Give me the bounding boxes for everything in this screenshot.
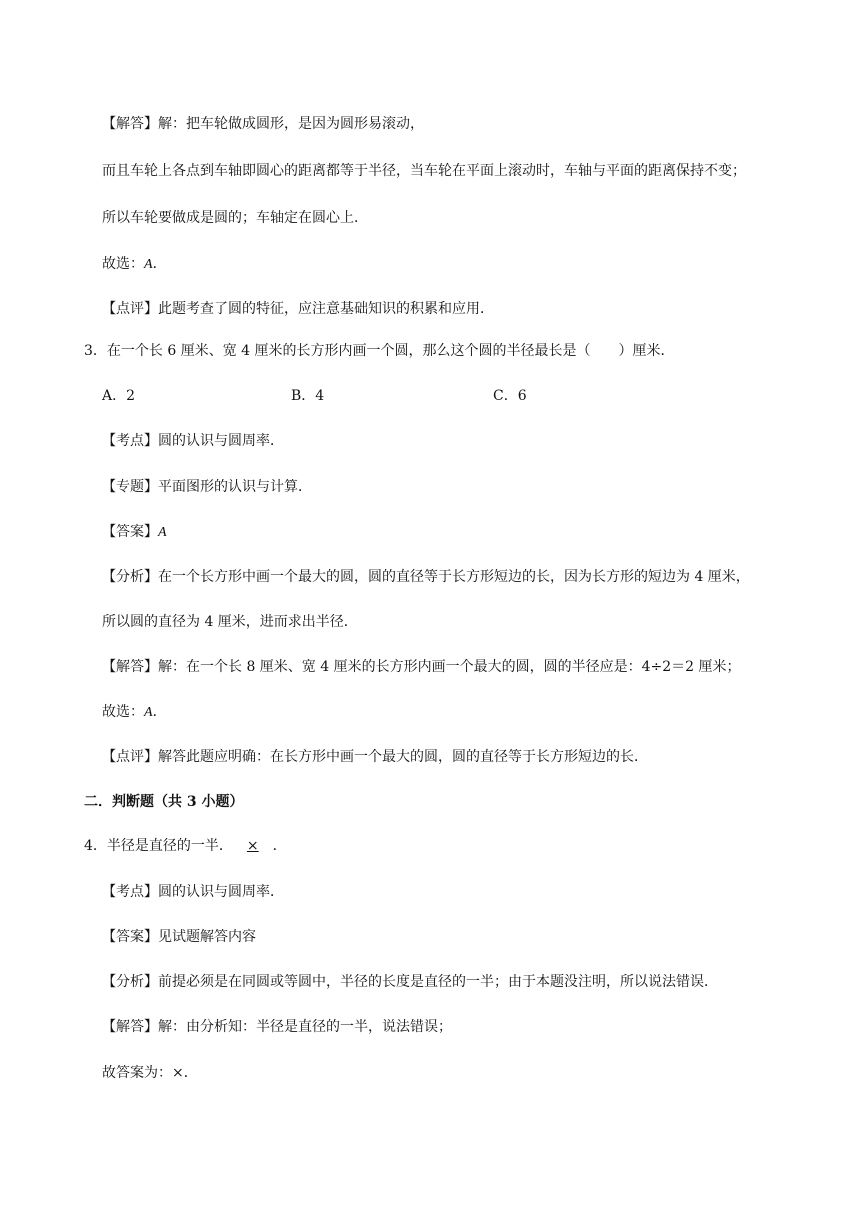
option-c: C．6 [493, 388, 527, 404]
comment-text: 【点评】解答此题应明确：在长方形中画一个最大的圆，圆的直径等于长方形短边的长． [102, 749, 648, 765]
knowledge-point: 【考点】圆的认识与圆周率． [102, 433, 284, 449]
solution-text: 【解答】解：由分析知：半径是直径的一半，说法错误； [102, 1019, 452, 1035]
comment-text: 【点评】此题考查了圆的特征，应注意基础知识的积累和应用． [102, 301, 494, 317]
option-a: A．2 [102, 388, 136, 404]
section-heading: 二．判断题（共 3 小题） [84, 794, 244, 810]
solution-text: 【解答】解：把车轮做成圆形，是因为圆形易滚动， [102, 116, 424, 132]
answer-line [102, 522, 167, 543]
option-b: B．4 [291, 388, 325, 404]
solution-text: 而且车轮上各点到车轴即圆心的距离都等于半径，当车轮在平面上滚动时，车轴与平面的距离保持不变； [102, 163, 746, 179]
question-3: 3．在一个长 6 厘米、宽 4 厘米的长方形内画一个圆，那么这个圆的半径最长是（ ）厘米． [84, 343, 675, 359]
answer-letter: A [144, 257, 153, 272]
topic: 【专题】平面图形的认识与计算． [102, 479, 312, 495]
answer-blank: × [246, 838, 259, 854]
question-4 [84, 836, 287, 856]
solution-text: 所以车轮要做成是圆的；车轴定在圆心上． [102, 210, 368, 226]
answer-suffix: ． [152, 704, 167, 720]
analysis-text: 【分析】前提必须是在同圆或等圆中，半径的长度是直径的一半；由于本题没注明，所以说法错误． [102, 974, 718, 990]
answer-letter: A [158, 525, 167, 540]
answer-suffix: ． [152, 256, 167, 272]
question-text: 4．半径是直径的一半． [84, 838, 233, 854]
analysis-text: 所以圆的直径为 4 厘米，进而求出半径． [102, 614, 358, 630]
final-answer: 故答案为：×． [102, 1065, 198, 1081]
analysis-text: 【分析】在一个长方形中画一个最大的圆，圆的直径等于长方形短边的长，因为长方形的短边为 4 厘米， [102, 569, 750, 585]
choice-answer-line [102, 254, 167, 275]
question-suffix: ． [272, 838, 287, 854]
answer-letter: A [144, 705, 153, 720]
knowledge-point: 【考点】圆的认识与圆周率． [102, 884, 284, 900]
answer-prefix: 故选： [102, 256, 144, 272]
answer-line: 【答案】见试题解答内容 [102, 929, 256, 945]
answer-prefix: 故选： [102, 704, 144, 720]
choice-answer-line [102, 702, 167, 723]
solution-text: 【解答】解：在一个长 8 厘米、宽 4 厘米的长方形内画一个最大的圆，圆的半径应是：4÷2＝2 厘米； [102, 659, 741, 675]
answer-prefix: 【答案】 [102, 524, 158, 540]
